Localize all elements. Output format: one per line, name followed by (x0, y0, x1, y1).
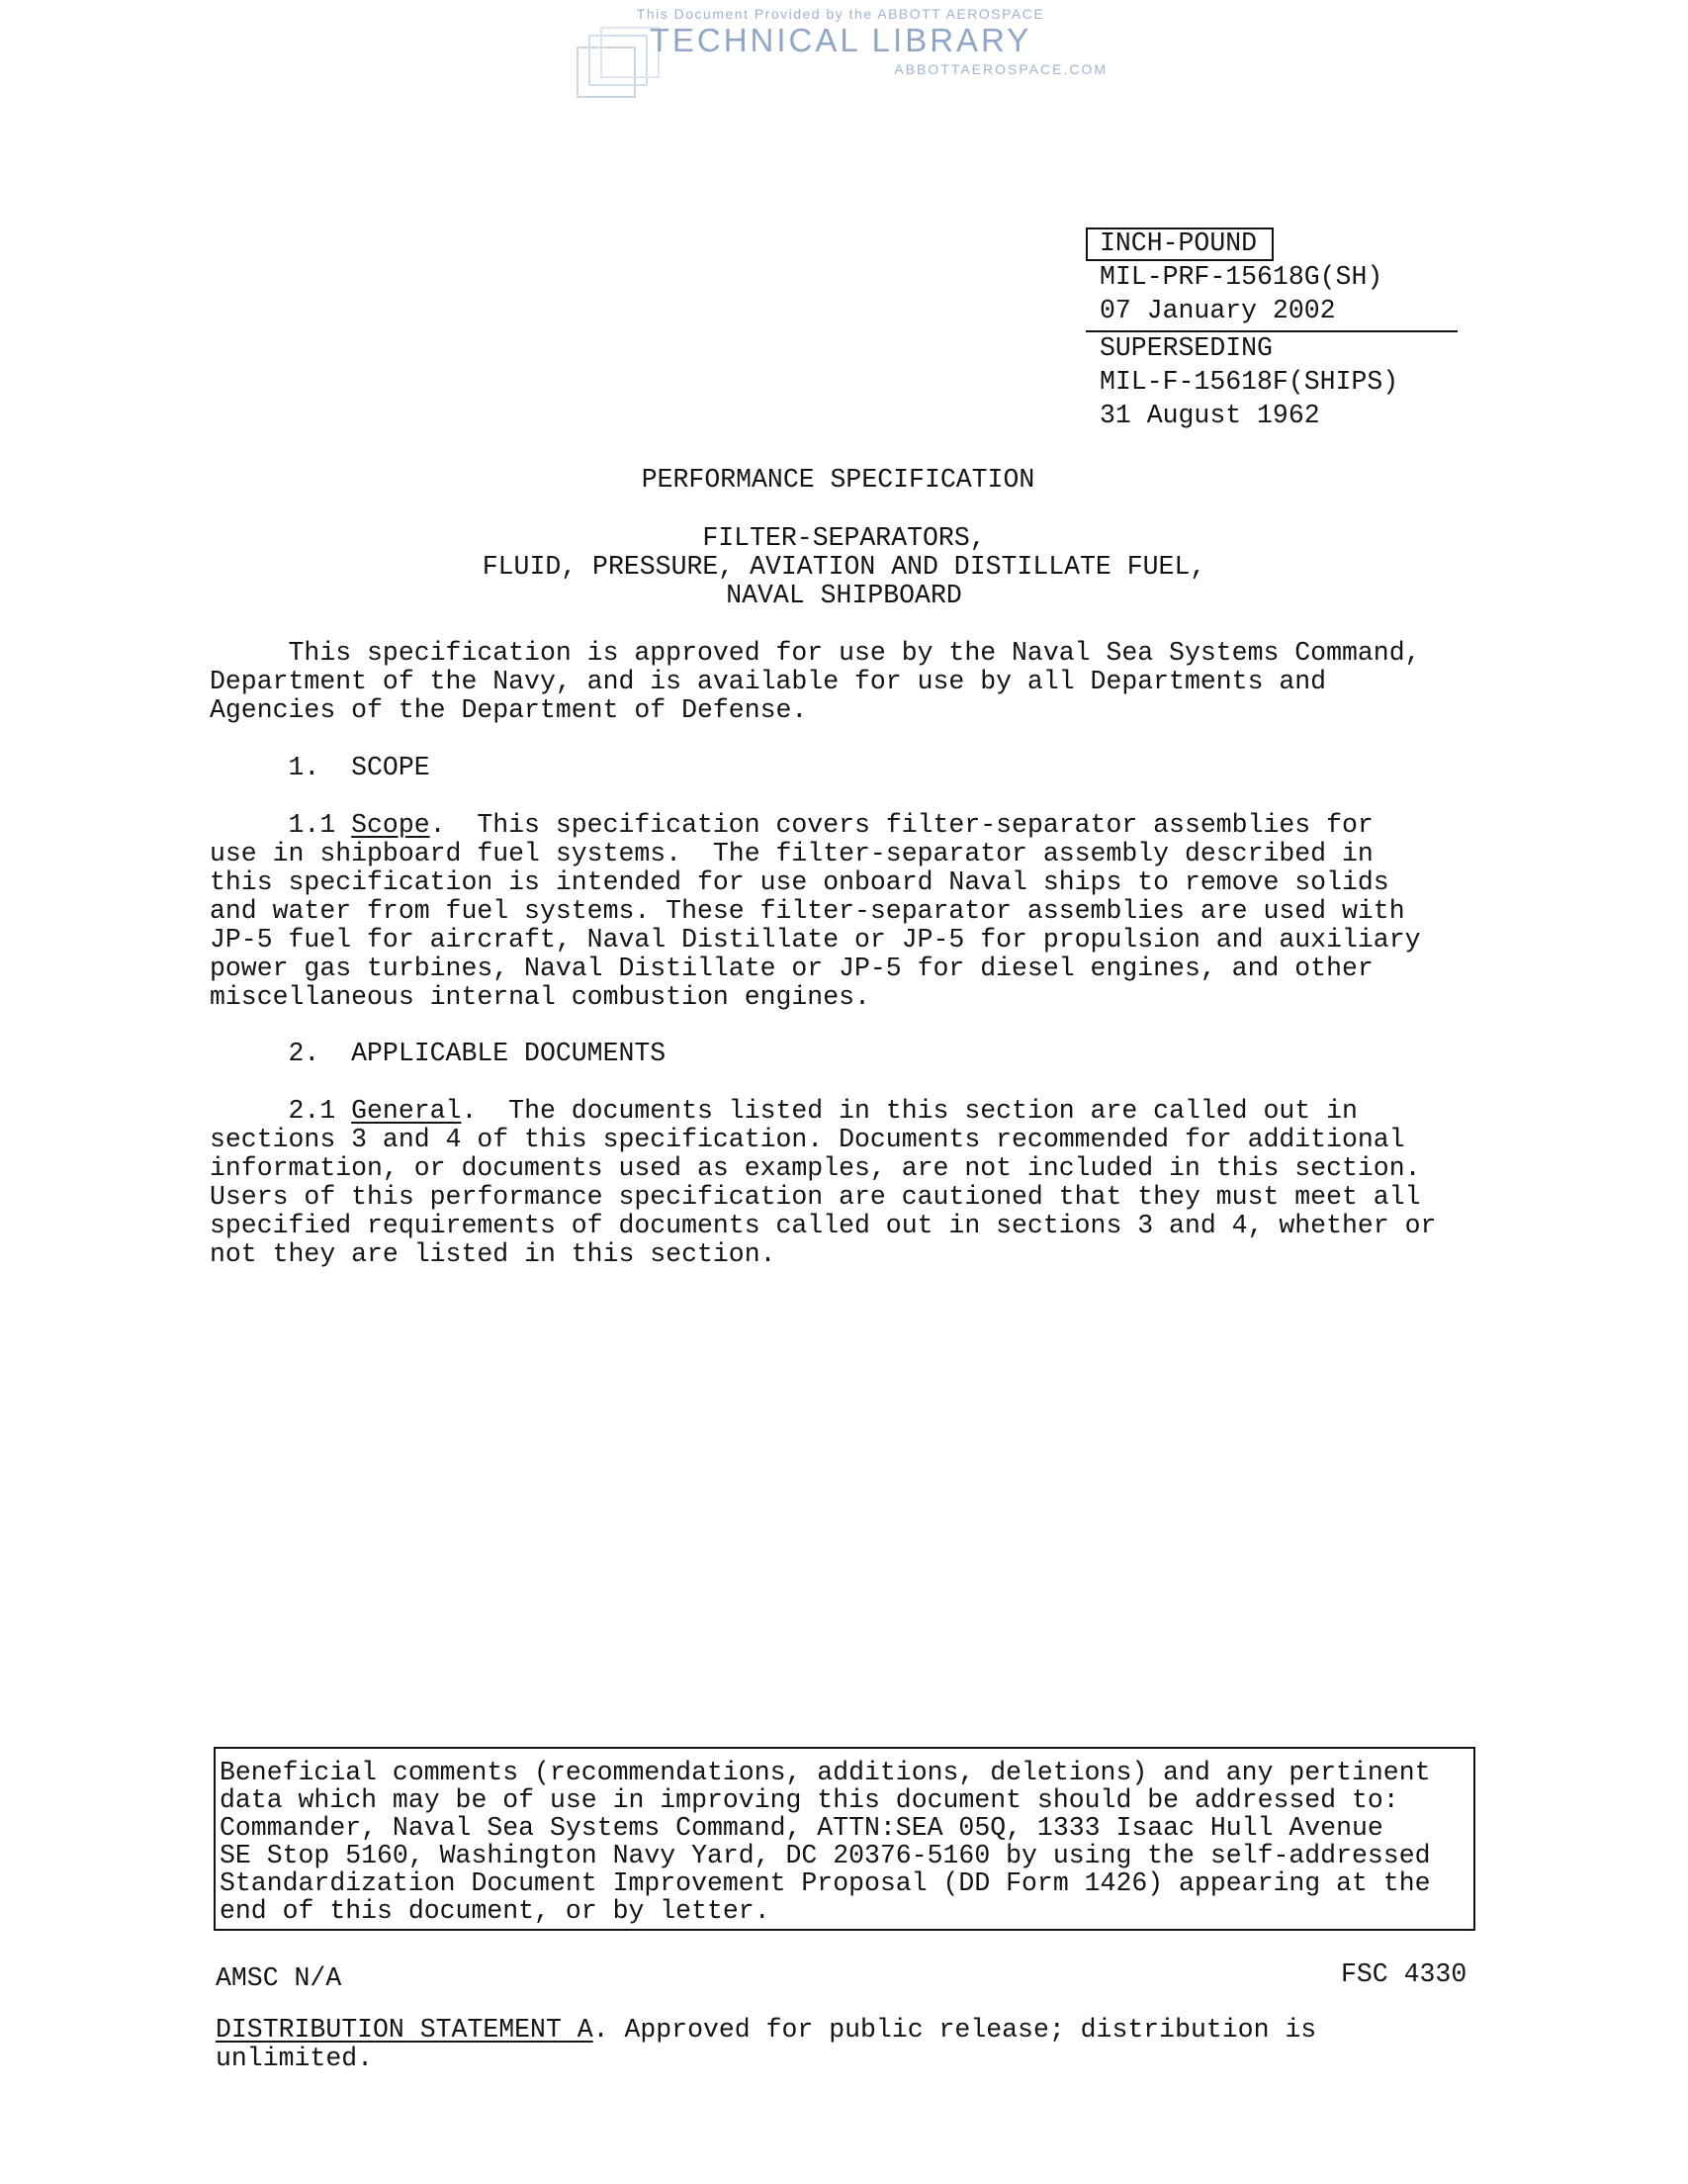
document-title (0, 524, 1688, 610)
section-1-heading: 1. SCOPE (210, 753, 430, 782)
paragraph-first-line (210, 811, 1421, 840)
comments-line: data which may be of use in improving this document should be addressed to: (220, 1785, 1399, 1815)
paragraph-line: Users of this performance specification are cautioned that they must meet all (210, 1182, 1421, 1212)
approval-paragraph (210, 639, 1421, 725)
section-2-1-paragraph (210, 1097, 1436, 1269)
section-title: Scope (351, 810, 430, 840)
paragraph-line: use in shipboard fuel systems. The filter-separator assembly described in (210, 839, 1374, 868)
distribution-label: DISTRIBUTION STATEMENT A (216, 2015, 593, 2045)
section-number: 2.1 (210, 1096, 352, 1126)
comments-line: end of this document, or by letter. (220, 1896, 770, 1926)
header-rule (1086, 330, 1458, 332)
paragraph-text: . This specification covers filter-separator assemblies for (429, 810, 1374, 840)
paragraph-first-line (210, 1097, 1436, 1126)
title-line: NAVAL SHIPBOARD (726, 581, 962, 610)
watermark (554, 6, 1108, 105)
superseded-id: MIL-F-15618F(SHIPS) (1100, 367, 1399, 397)
section-title: General (351, 1096, 462, 1126)
document-id: MIL-PRF-15618G(SH) (1100, 262, 1383, 292)
paragraph-line: information, or documents used as examples, are not included in this section. (210, 1153, 1421, 1183)
watermark-top-line: This Document Provided by the ABBOTT AEROSPACE (636, 6, 1045, 22)
paragraph-line: miscellaneous internal combustion engines. (210, 982, 870, 1012)
superseded-date: 31 August 1962 (1100, 401, 1320, 430)
paragraph-line: this specification is intended for use onboard Naval ships to remove solids (210, 867, 1389, 897)
amsc-label: AMSC N/A (216, 1963, 342, 1993)
distribution-text: . Approved for public release; distribution is (592, 2015, 1317, 2045)
superseding-label: SUPERSEDING (1100, 333, 1273, 363)
paragraph-line: power gas turbines, Naval Distillate or JP-5 for diesel engines, and other (210, 954, 1374, 983)
section-1-1-paragraph (210, 811, 1421, 1012)
units-label: INCH-POUND (1100, 228, 1258, 258)
comments-box (214, 1747, 1475, 1931)
paragraph-line: not they are listed in this section. (210, 1239, 776, 1269)
fsc-label: FSC 4330 (1341, 1959, 1467, 1989)
comments-line: Commander, Naval Sea Systems Command, ATTN:SEA 05Q, 1333 Isaac Hull Avenue (220, 1813, 1383, 1843)
distribution-statement (216, 2016, 1316, 2073)
title-line: FLUID, PRESSURE, AVIATION AND DISTILLATE FUEL, (482, 552, 1206, 582)
paragraph-line: and water from fuel systems. These filter-separator assemblies are used with (210, 896, 1405, 926)
paragraph-line: Department of the Navy, and is available for use by all Departments and (210, 667, 1327, 696)
comments-line: SE Stop 5160, Washington Navy Yard, DC 20376-5160 by using the self-addressed (220, 1841, 1431, 1870)
paragraph-line: Agencies of the Department of Defense. (210, 695, 808, 725)
document-type: PERFORMANCE SPECIFICATION (641, 465, 1035, 495)
distribution-line (216, 2016, 1316, 2045)
document-date: 07 January 2002 (1100, 296, 1336, 325)
section-number: 1.1 (210, 810, 352, 840)
section-2-heading: 2. APPLICABLE DOCUMENTS (210, 1039, 666, 1068)
paragraph-line: JP-5 fuel for aircraft, Naval Distillate or JP-5 for propulsion and auxiliary (210, 925, 1421, 955)
distribution-line-2: unlimited. (216, 2044, 374, 2073)
comments-line: Standardization Document Improvement Proposal (DD Form 1426) appearing at the (220, 1868, 1431, 1898)
paragraph-line: specified requirements of documents called out in sections 3 and 4, whether or (210, 1211, 1437, 1240)
paragraph-text: . The documents listed in this section are called out in (461, 1096, 1358, 1126)
comments-line: Beneficial comments (recommendations, additions, deletions) and any pertinent (220, 1758, 1431, 1787)
paragraph-line: sections 3 and 4 of this specification. Documents recommended for additional (210, 1125, 1405, 1154)
paragraph-line: This specification is approved for use by the Naval Sea Systems Command, (210, 638, 1421, 668)
title-line: FILTER-SEPARATORS, (702, 523, 986, 553)
watermark-url: ABBOTTAEROSPACE.COM (894, 61, 1108, 77)
watermark-title: TECHNICAL LIBRARY (649, 22, 1032, 58)
